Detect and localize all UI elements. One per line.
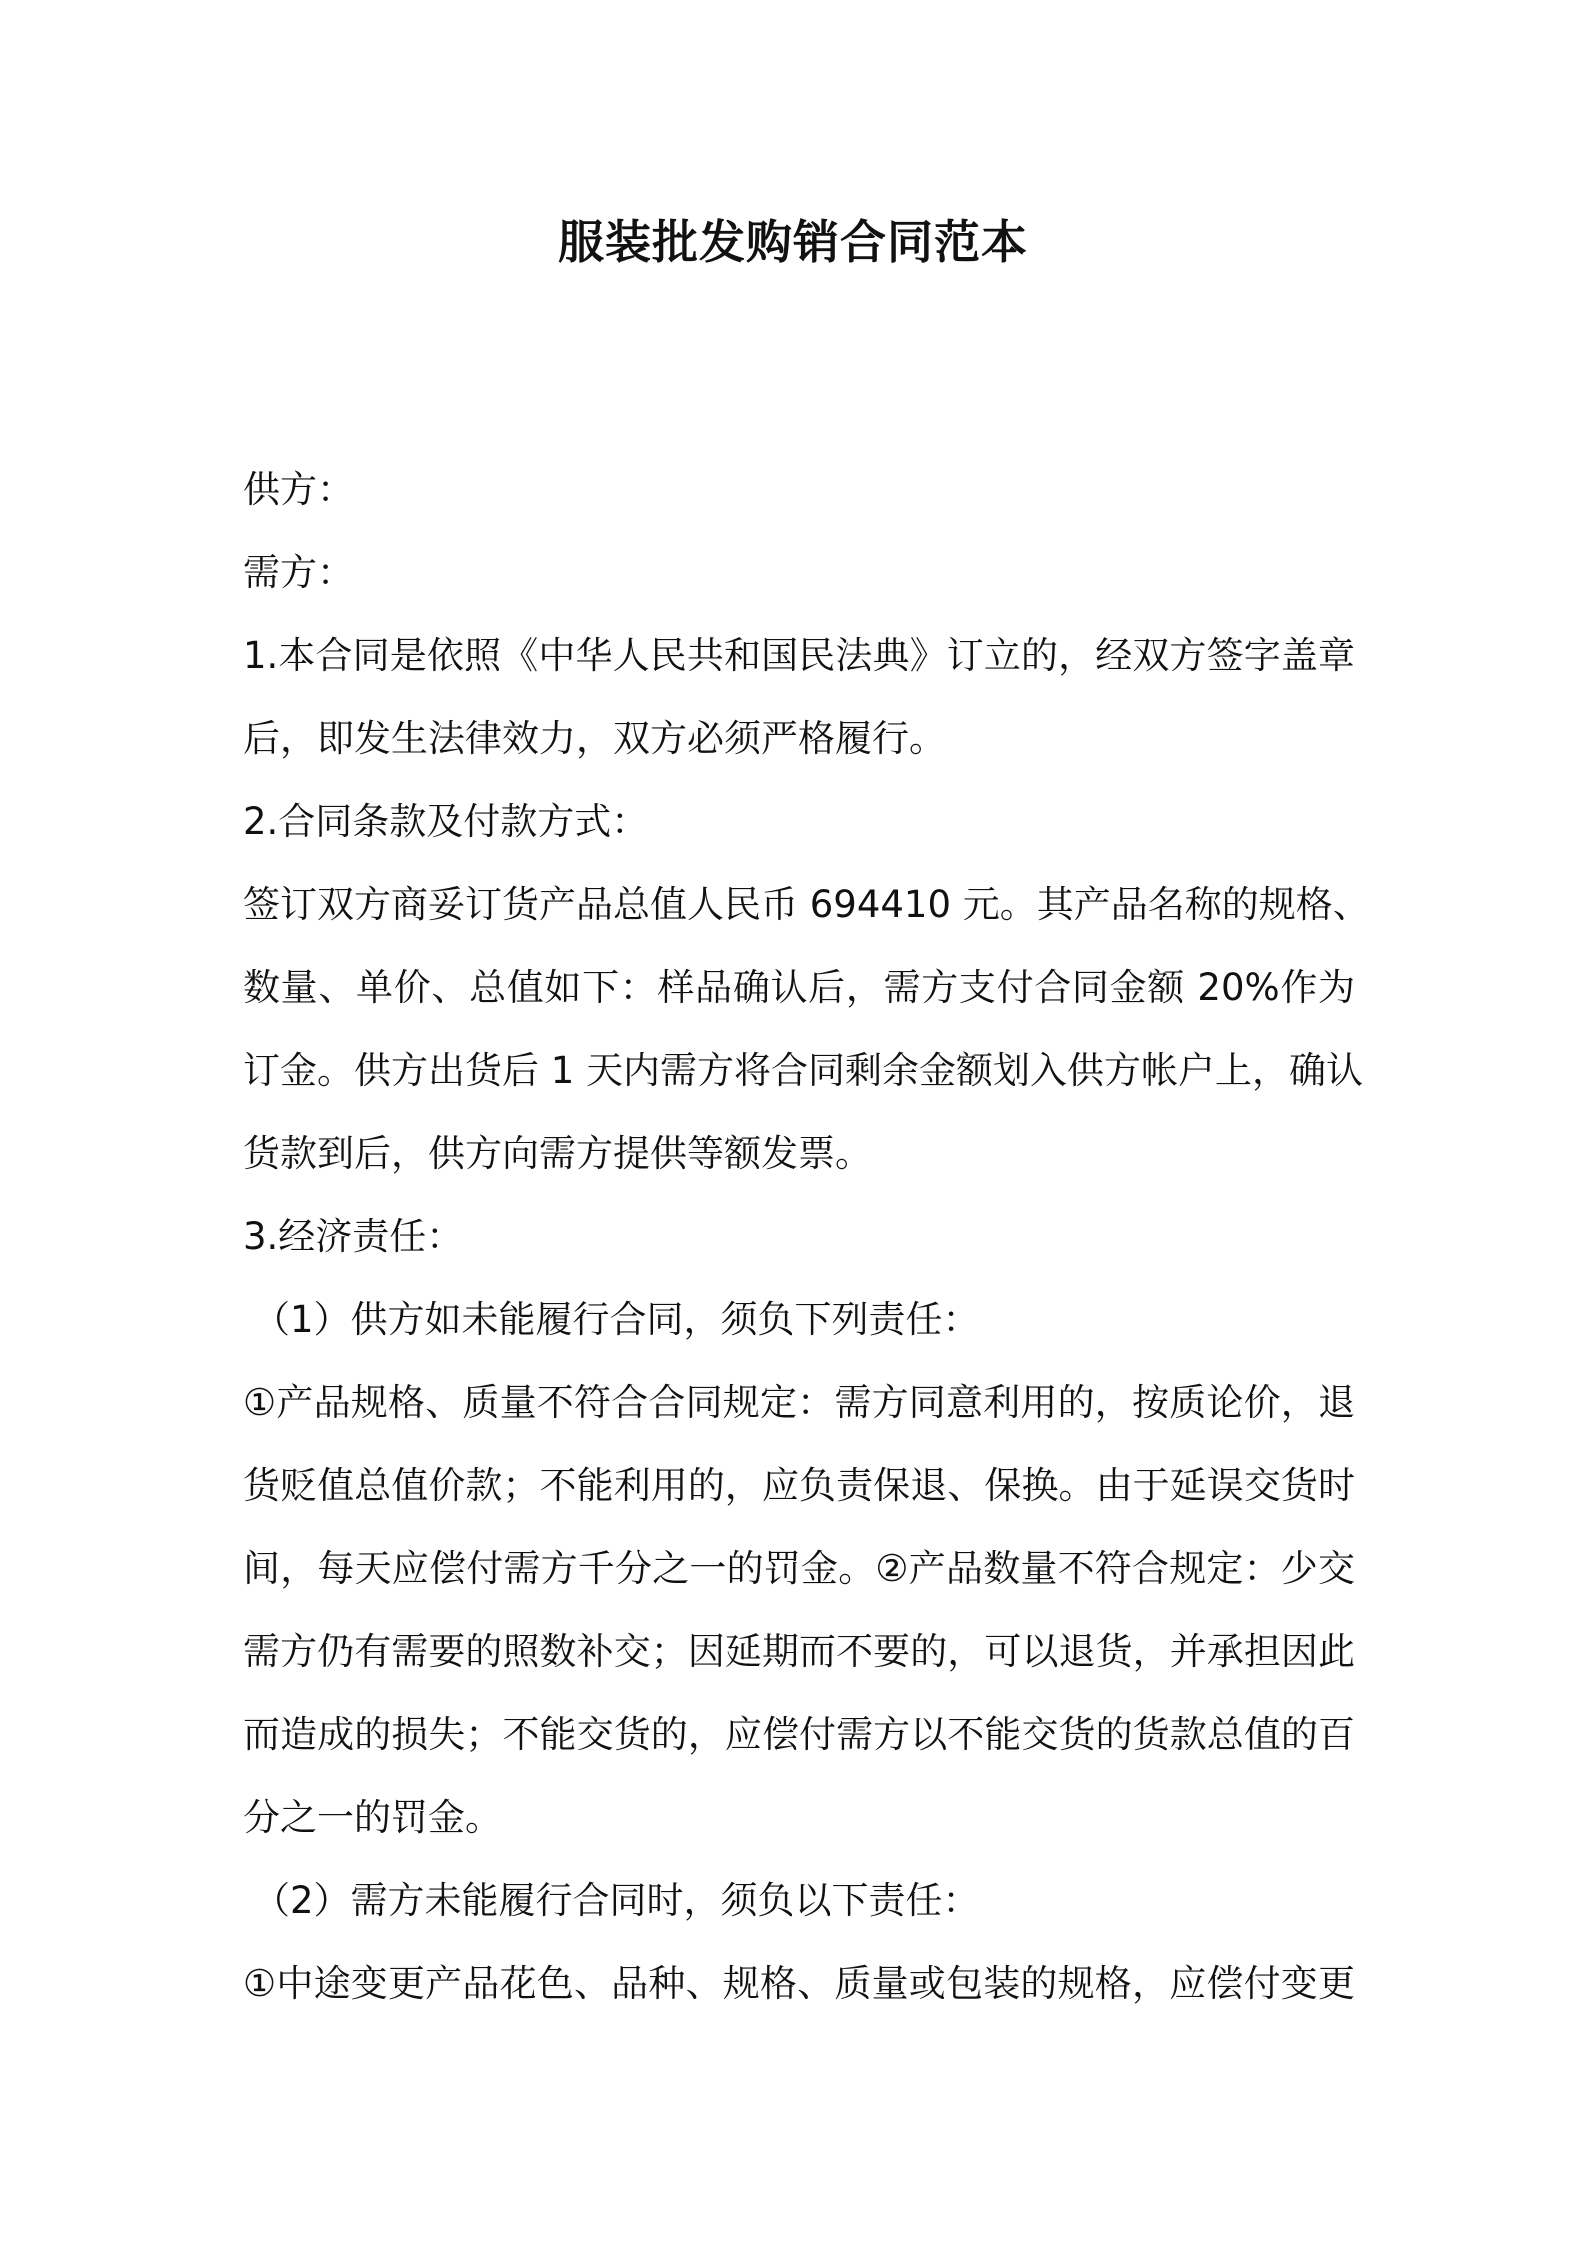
supplier-line: 供方： (243, 468, 354, 511)
clause-3-sub-1-line-1: ①产品规格、质量不符合合同规定：需方同意利用的，按质论价，退 (243, 1381, 1355, 1424)
clause-3-sub-1-line-6: 分之一的罚金。 (243, 1796, 502, 1839)
document-body (243, 448, 1370, 2025)
clause-2-line-3: 订金。供方出货后 1 天内需方将合同剩余金额划入供方帐户上，确认 (243, 1049, 1364, 1092)
clause-3-sub-1-line-2: 货贬值总值价款；不能利用的，应负责保退、保换。由于延误交货时 (243, 1464, 1355, 1507)
clause-1-line-1: 1.本合同是依照《中华人民共和国民法典》订立的，经双方签字盖章 (243, 634, 1355, 677)
clause-2-line-1: 签订双方商妥订货产品总值人民币 694410 元。其产品名称的规格、 (243, 883, 1370, 926)
clause-3-sub-2-heading: （2）需方未能履行合同时，须负以下责任： (253, 1879, 980, 1922)
clause-3-sub-1-line-5: 而造成的损失；不能交货的，应偿付需方以不能交货的货款总值的百 (243, 1713, 1355, 1756)
clause-3-sub-1-line-4: 需方仍有需要的照数补交；因延期而不要的，可以退货，并承担因此 (243, 1630, 1355, 1673)
document-title: 服装批发购销合同范本 (558, 215, 1028, 269)
clause-3-sub-1-line-3: 间，每天应偿付需方千分之一的罚金。②产品数量不符合规定：少交 (243, 1547, 1355, 1590)
buyer-line: 需方： (243, 551, 354, 594)
clause-2-line-4: 货款到后，供方向需方提供等额发票。 (243, 1132, 872, 1175)
clause-2-heading: 2.合同条款及付款方式： (243, 800, 649, 843)
clause-3-heading: 3.经济责任： (243, 1215, 464, 1258)
clause-3-sub-1-heading: （1）供方如未能履行合同，须负下列责任： (253, 1298, 980, 1341)
clause-1-line-2: 后，即发生法律效力，双方必须严格履行。 (243, 717, 946, 760)
clause-3-sub-2-line-1: ①中途变更产品花色、品种、规格、质量或包装的规格，应偿付变更 (243, 1962, 1355, 2005)
clause-2-line-2: 数量、单价、总值如下：样品确认后，需方支付合同金额 20%作为 (243, 966, 1355, 1009)
